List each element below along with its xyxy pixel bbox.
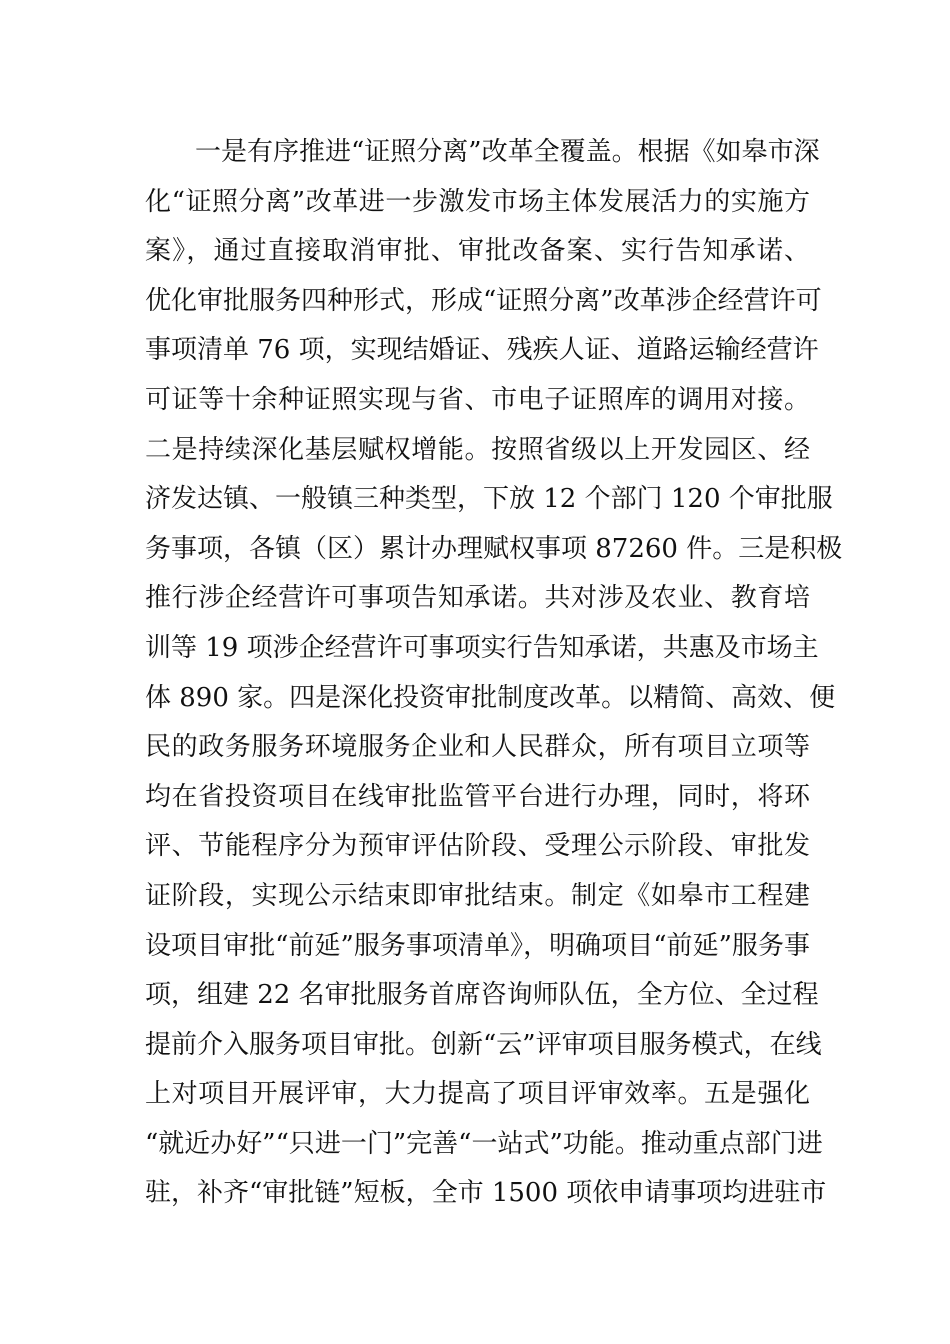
text-line: 事项清单 76 项，实现结婚证、残疾人证、道路运输经营许 [145,335,819,366]
text-line: 二是持续深化基层赋权增能。按照省级以上开发园区、经 [145,434,810,465]
text-line: 设项目审批“前延”服务事项清单》，明确项目“前延”服务事 [145,930,810,961]
text-line: 均在省投资项目在线审批监管平台进行办理，同时，将环 [145,781,810,812]
text-line: 务事项，各镇（区）累计办理赋权事项 87260 件。三是积极 [145,533,843,564]
text-line: 提前介入服务项目审批。创新“云”评审项目服务模式，在线 [145,1029,822,1060]
text-line: “就近办好”“只进一门”完善“一站式”功能。推动重点部门进 [145,1128,823,1159]
text-line: 案》，通过直接取消审批、审批改备案、实行告知承诺、 [145,236,810,267]
text-line: 可证等十余种证照实现与省、市电子证照库的调用对接。 [145,384,810,415]
text-line: 化“证照分离”改革进一步激发市场主体发展活力的实施方 [145,186,810,217]
text-line: 民的政务服务环境服务企业和人民群众，所有项目立项等 [145,732,810,763]
body-paragraph [145,128,843,1219]
text-line: 优化审批服务四种形式，形成“证照分离”改革涉企经营许可 [145,285,822,316]
text-line: 一是有序推进“证照分离”改革全覆盖。根据《如皋市深 [195,137,820,167]
text-line: 项，组建 22 名审批服务首席咨询师队伍，全方位、全过程 [145,980,819,1011]
text-line: 评、节能程序分为预审评估阶段、受理公示阶段、审批发 [145,831,810,862]
text-line: 推行涉企经营许可事项告知承诺。共对涉及农业、教育培 [145,583,810,614]
text-line: 证阶段，实现公示结束即审批结束。制定《如皋市工程建 [145,880,810,911]
text-line: 上对项目开展评审，大力提高了项目评审效率。五是强化 [145,1079,810,1110]
text-line: 济发达镇、一般镇三种类型，下放 12 个部门 120 个审批服 [145,484,833,515]
text-line: 驻，补齐“审批链”短板，全市 1500 项依申请事项均进驻市 [145,1178,827,1209]
text-line: 体 890 家。四是深化投资审批制度改革。以精简、高效、便 [145,682,836,713]
text-line: 训等 19 项涉企经营许可事项实行告知承诺，共惠及市场主 [145,632,819,663]
